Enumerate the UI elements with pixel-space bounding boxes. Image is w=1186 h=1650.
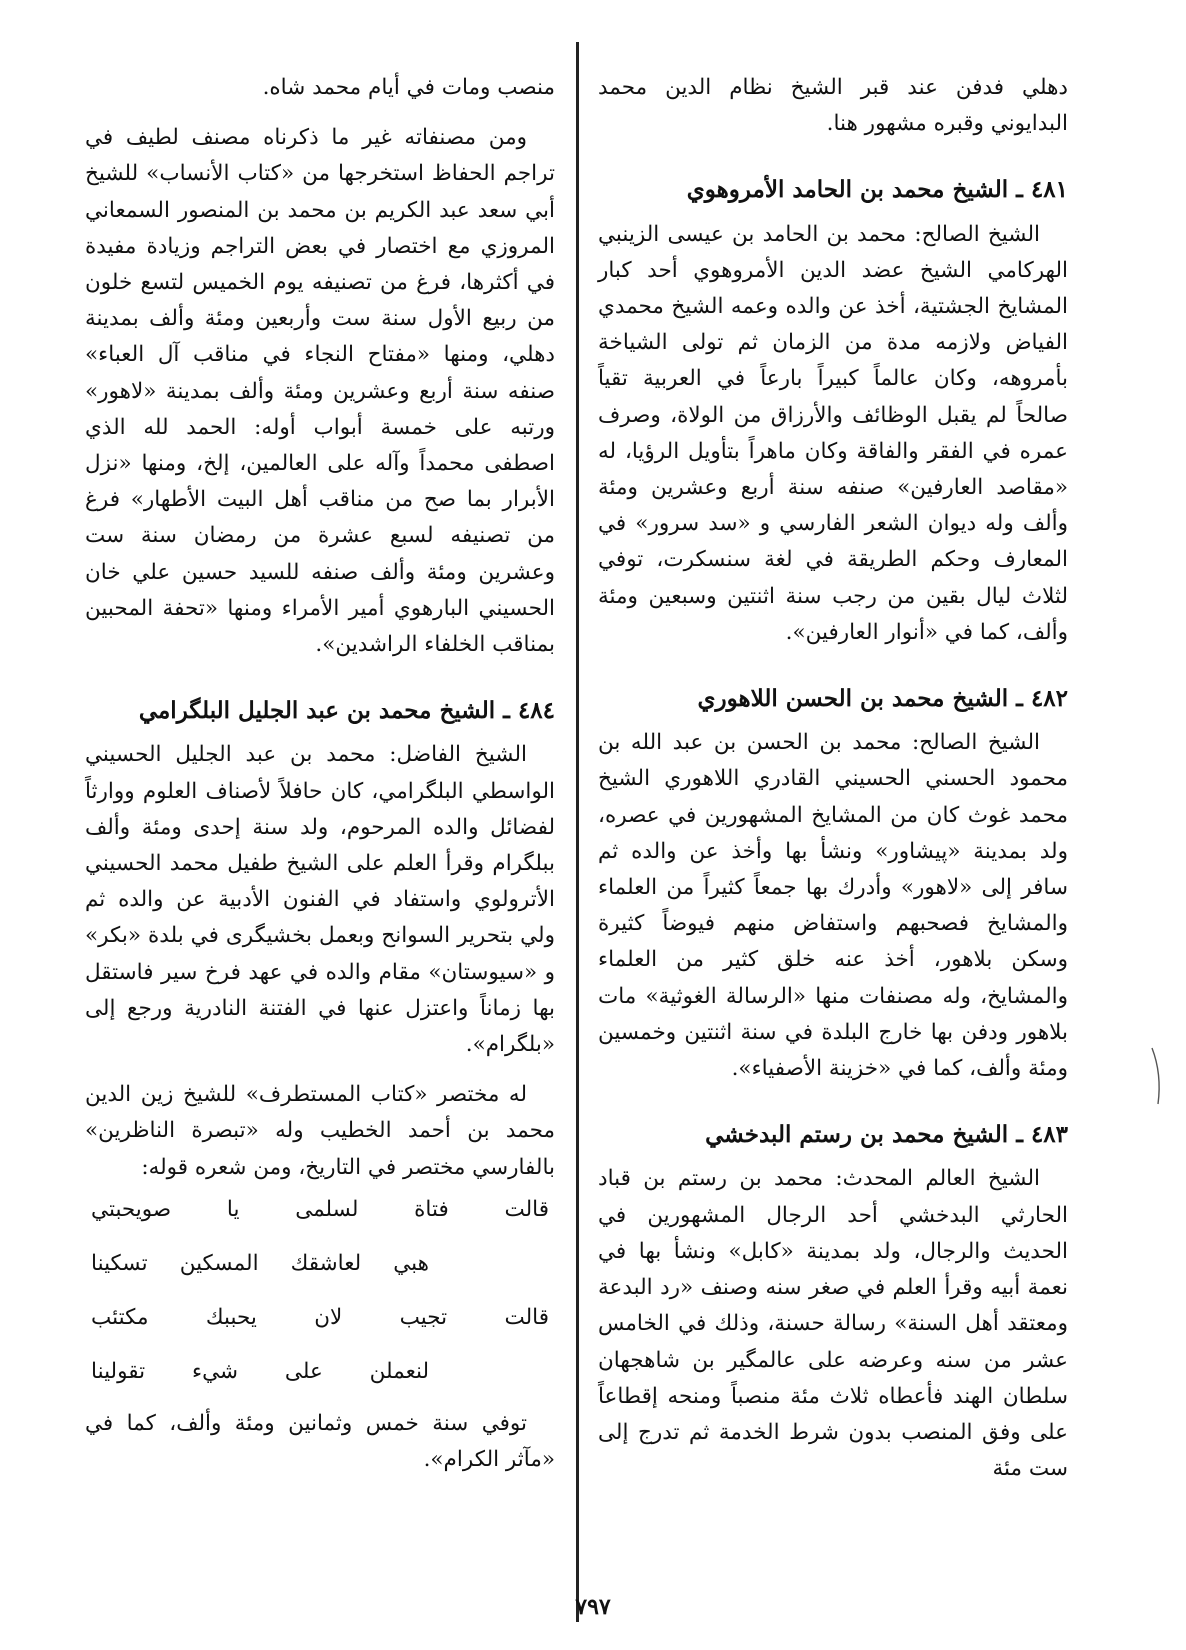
entry-481-heading: ٤٨١ ـ الشيخ محمد بن الحامد الأمروهوي xyxy=(686,176,1068,204)
entry-482-text: الشيخ الصالح: محمد بن الحسن بن عبد الله بن محمود الحسني الحسيني القادري اللاهوري الشيخ محمد غوث كان من المشايخ المشهورين في عصره، ولد بمدينة «پيشاور» ونشأ بها وأخذ عن والده ثم سافر إلى «لاهور» وأدرك بها جمعاً كثيراً من العلماء والمشايخ فصحبهم واستفاض منهم فيوضاً كثيرة وسكن بلاهور، أخذ عنه خلق كثير من العلماء والمشايخ، وله مصنفات منها «الرسالة الغوثية» مات بلاهور ودفن بها خارج البلدة في سنة اثنتين وخمسين ومئة وألف، كما في «خزينة الأصفياء». xyxy=(598,730,1068,1082)
entry-483-text: الشيخ العالم المحدث: محمد بن رستم بن قباد الحارثي البدخشي أحد الرجال المشهورين في الحديث والرجال، ولد بمدينة «كابل» ونشأ بها في نعمة أبيه وقرأ العلم في صغر سنه وصنف «رد البدعة ومعتقد أهل السنة» رسالة حسنة، وذلك في الخامس عشر من سنه وعرضه على عالمگير بن شاهجهان سلطان الهند فأعطاه ثلاث مئة منصباً ومنحه إقطاعاً على وفق المنصب بدون شرط الخدمة ثم تدرج إلى ست مئة xyxy=(598,1166,1068,1482)
poem-verse-1 xyxy=(91,1190,549,1230)
poem-word: لان xyxy=(314,1304,343,1330)
right-column xyxy=(598,70,1068,1487)
entry-483-heading: ٤٨٣ ـ الشيخ محمد بن رستم البدخشي xyxy=(705,1121,1068,1149)
left-column-intro: منصب ومات في أيام محمد شاه. xyxy=(262,75,555,100)
poem-word: قالت xyxy=(504,1196,549,1222)
right-column-intro: دهلي فدفن عند قبر الشيخ نظام الدين محمد البدايوني وقبره مشهور هنا. xyxy=(598,75,1068,137)
poem-word: لعاشقك xyxy=(290,1250,362,1276)
entry-484-text-2: له مختصر «كتاب المستطرف» للشيخ زين الدين محمد بن أحمد الخطيب وله «تبصرة الناظرين» بالفارسي مختصر في التاريخ، ومن شعره قوله: xyxy=(85,1082,555,1180)
poem xyxy=(85,1190,555,1392)
poem-word: قالت xyxy=(504,1304,549,1330)
poem-word: شيء xyxy=(191,1358,239,1384)
left-column xyxy=(85,70,555,1478)
poem-word: تقولينا xyxy=(91,1358,146,1384)
works-paragraph: ومن مصنفاته غير ما ذكرناه مصنف لطيف في تراجم الحفاظ استخرجها من «كتاب الأنساب» للشيخ أبي سعد عبد الكريم بن محمد بن المنصور السمعاني المروزي مع اختصار في بعض التراجم وزيادة مفيدة في أكثرها، فرغ من تصنيفه يوم الخميس لتسع خلون من ربيع الأول سنة ست وأربعين ومئة وألف بمدينة دهلي، ومنها «مفتاح النجاء في مناقب آل العباء» صنفه سنة أربع وعشرين ومئة وألف بمدينة «لاهور» ورتبه على خمسة أبواب أوله: الحمد لله الذي اصطفى محمداً وآله على العالمين، إلخ، ومنها «نزل الأبرار بما صح من مناقب أهل البيت الأطهار» فرغ من تصنيفه لسبع عشرة من رمضان سنة ست وعشرين ومئة وألف صنفه للسيد حسين علي خان الحسيني البارهوي أمير الأمراء ومنها «تحفة المحبين بمناقب الخلفاء الراشدين». xyxy=(85,125,555,658)
poem-word: مكتئب xyxy=(91,1304,149,1330)
poem-word: لسلمى xyxy=(295,1196,359,1222)
poem-word: صويحبتي xyxy=(91,1196,172,1222)
poem-word: تسكينا xyxy=(91,1250,148,1276)
column-divider xyxy=(576,42,579,1622)
entry-484-closing: توفي سنة خمس وثمانين ومئة وألف، كما في «مآثر الكرام». xyxy=(85,1410,555,1473)
poem-word: فتاة xyxy=(414,1196,449,1222)
poem-word: يحببك xyxy=(205,1304,257,1330)
margin-mark xyxy=(1148,1046,1166,1106)
poem-word: يا xyxy=(226,1196,240,1222)
poem-word: المسكين xyxy=(179,1250,259,1276)
entry-482-heading: ٤٨٢ ـ الشيخ محمد بن الحسن اللاهوري xyxy=(697,685,1068,713)
poem-verse-4 xyxy=(91,1352,549,1392)
page-number: ٧٩٧ xyxy=(575,1594,611,1620)
poem-word: تجيب xyxy=(399,1304,448,1330)
poem-verse-2 xyxy=(91,1244,549,1284)
poem-verse-3 xyxy=(91,1298,549,1338)
entry-481-text: الشيخ الصالح: محمد بن الحامد بن عيسى الزينبي الهركامي الشيخ عضد الدين الأمروهوي أحد كبار المشايخ الجشتية، أخذ عن والده وعمه الشيخ محمدي الفياض ولازمه مدة من الزمان ثم تولى الشياخة بأمروهه، وكان عالماً كبيراً بارعاً في العربية تقياً صالحاً لم يقبل الوظائف والأرزاق من الولاة، وصرف عمره في الفقر والفاقة وكان ماهراً بتأويل الرؤيا، له «مقاصد العارفين» صنفه سنة أربع وعشرين ومئة وألف وله ديوان الشعر الفارسي و «سد سرور» في المعارف وحكم الطريقة في لغة سنسكرت، توفي لثلاث ليال بقين من رجب سنة اثنتين وسبعين ومئة وألف، كما في «أنوار العارفين». xyxy=(598,221,1068,645)
poem-word: على xyxy=(284,1358,323,1384)
poem-word: لنعملن xyxy=(369,1358,429,1384)
poem-word: هبي xyxy=(393,1250,429,1276)
entry-484-heading: ٤٨٤ ـ الشيخ محمد بن عبد الجليل البلگرامي xyxy=(138,697,555,725)
entry-484-text: الشيخ الفاضل: محمد بن عبد الجليل الحسيني الواسطي البلگرامي، كان حافلاً لأصناف العلوم ووارثاً لفضائل والده المرحوم، ولد سنة إحدى ومئة وألف ببلگرام وقرأ العلم على الشيخ طفيل محمد الحسيني الأترولوي واستفاد في الفنون الأدبية عن والده ثم ولي بتحرير السوانح وبعمل بخشيگرى في بلدة «بكر» و «سيوستان» مقام والده في عهد فرخ سير فاستقل بها زماناً واعتزل عنها في الفتنة النادرية ورجع إلى «بلگرام». xyxy=(85,742,555,1058)
